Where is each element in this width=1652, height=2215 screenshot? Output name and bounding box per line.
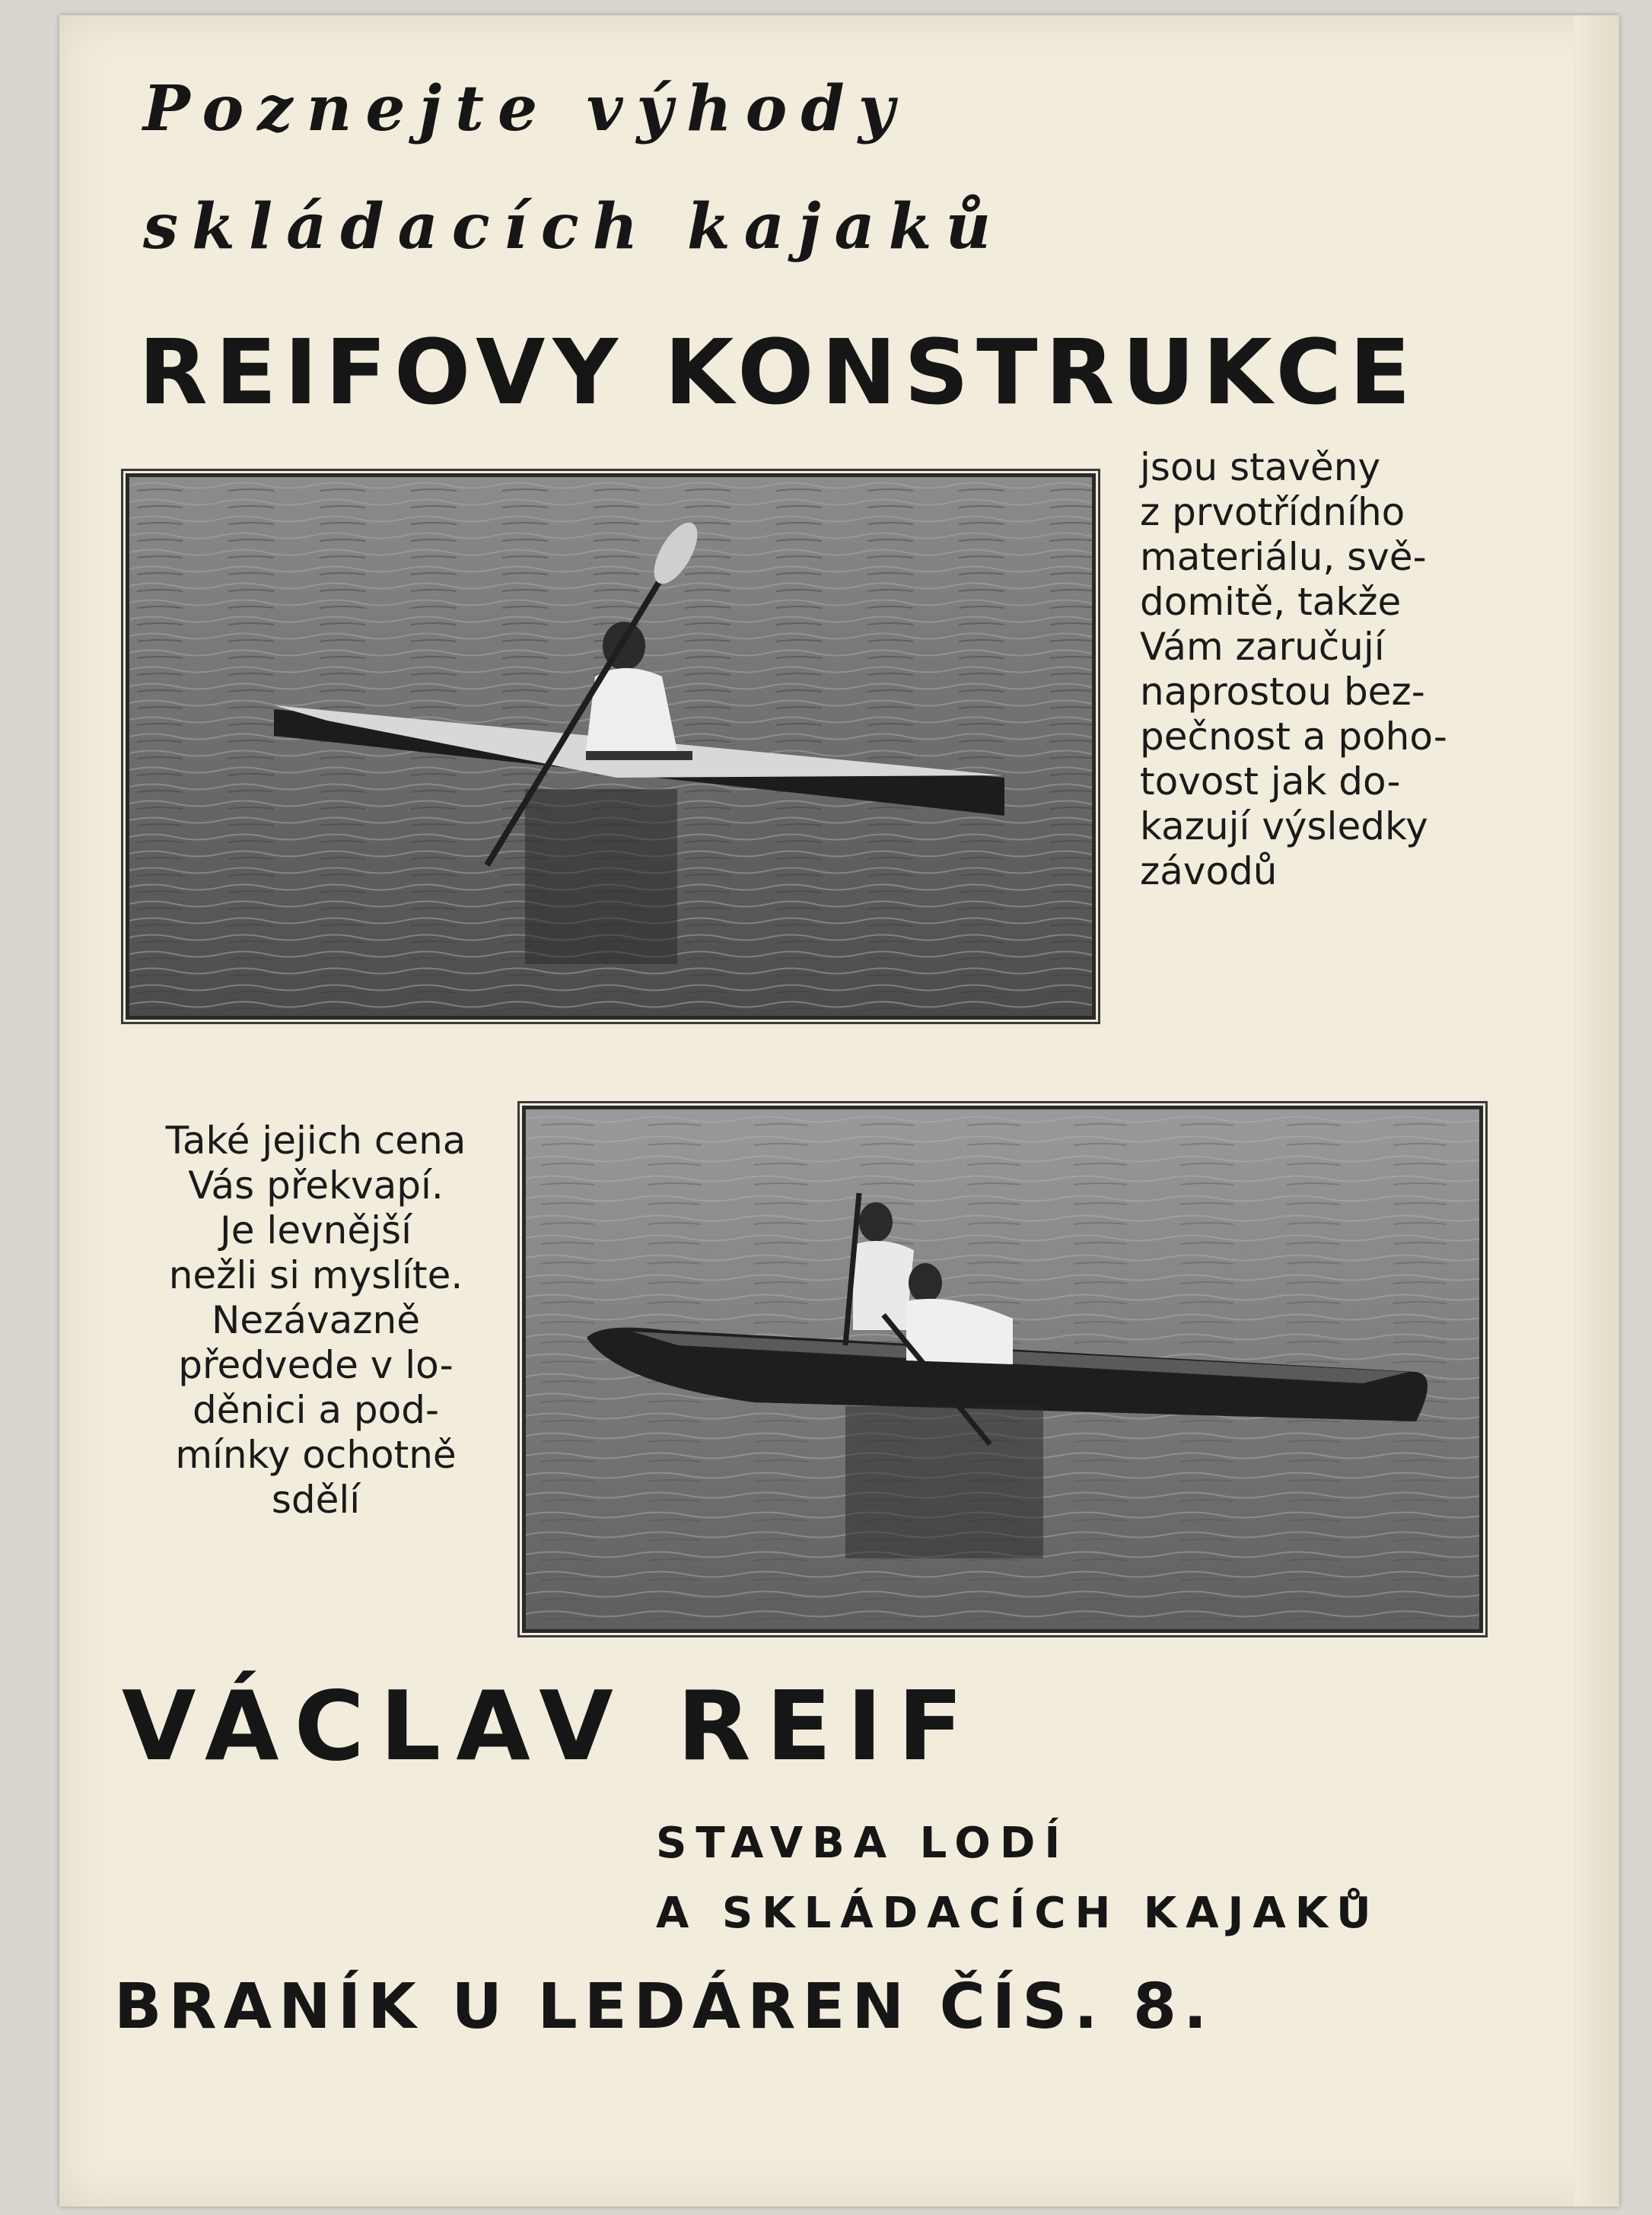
tagline-line-2: skládacích kajaků — [143, 190, 1005, 263]
right-column-text: jsou stavěny z prvotřídního materiálu, svě- domitě, takže Vám zaručují naprostou bez- pečnost a poho- tovost jak do- kazují výsledky závodů — [1140, 445, 1447, 893]
headline: REIFOVY KONSTRUKCE — [138, 320, 1418, 425]
left-column-text: Také jejich cena Vás překvapí. Je levnější nežli si myslíte. Nezávazně předvede v lo- děnici a pod- mínky ochotně sdělí — [165, 1119, 466, 1522]
tagline-line-1: Poznejte výhody — [143, 72, 909, 145]
kayak-photo-image — [129, 477, 1092, 1016]
company-name: VÁCLAV REIF — [122, 1670, 979, 1782]
address: BRANÍK U LEDÁREN ČÍS. 8. — [114, 1971, 1214, 2043]
subtitle-line-1: STAVBA LODÍ — [656, 1819, 1070, 1868]
kayak-photo — [126, 473, 1096, 1020]
paper-edge — [1574, 15, 1619, 2207]
canoe-photo-image — [526, 1109, 1479, 1629]
canoe-photo — [522, 1106, 1483, 1633]
subtitle-line-2: A SKLÁDACÍCH KAJAKŮ — [656, 1889, 1380, 1938]
